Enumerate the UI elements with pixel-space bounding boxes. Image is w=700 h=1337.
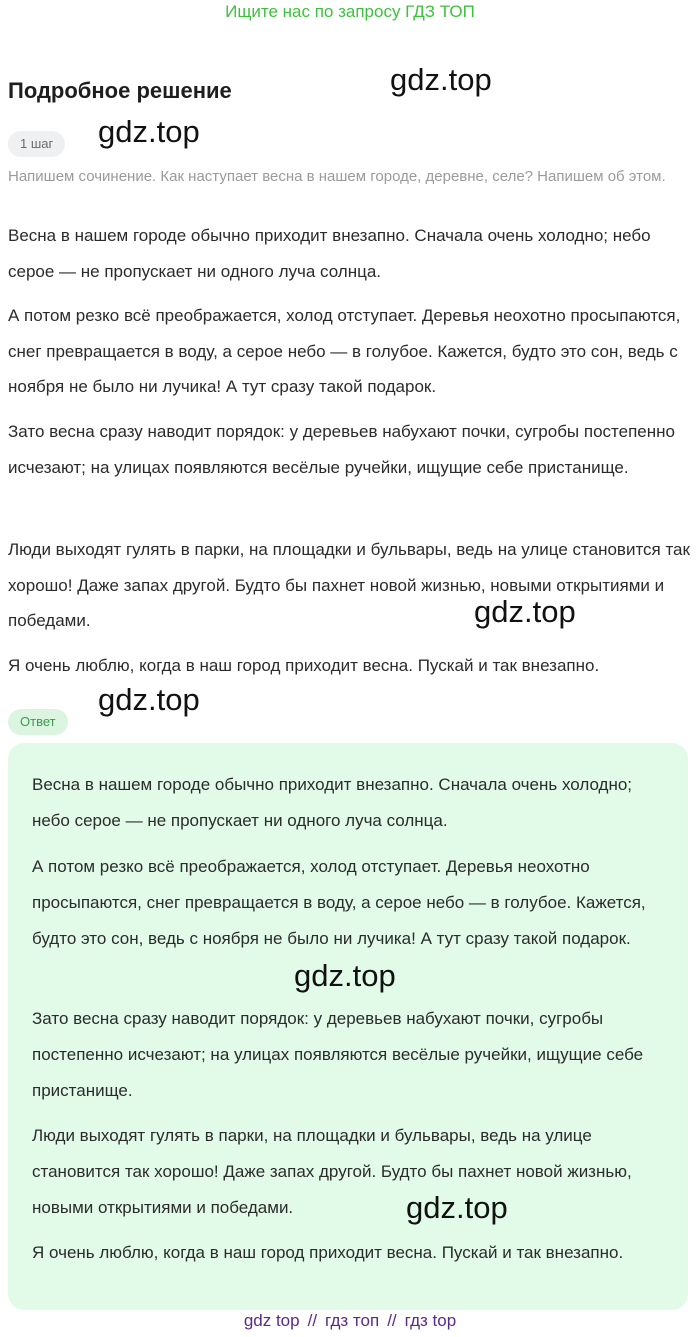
solution-paragraph-2: А потом резко всё преображается, холод отступает. Деревья неохотно просыпаются, снег превращается в воду, а серое небо — в голубое. Кажется, будто это сон, ведь с ноября не было ни лучика! А тут сразу такой подарок. [8, 306, 681, 396]
watermark: gdz.top [98, 114, 200, 149]
footer-separator: // [307, 1311, 318, 1330]
answer-paragraph-5: Я очень люблю, когда в наш город приходит весна. Пускай и так внезапно. [32, 1243, 624, 1262]
answer-paragraph-3: Зато весна сразу наводит порядок: у деревьев набухают почки, сугробы постепенно исчезают; на улицах появляются весёлые ручейки, ищущие себе пристанище. [32, 1009, 644, 1100]
watermark: gdz.top [390, 62, 492, 97]
step-badge: 1 шаг [8, 131, 65, 157]
answer-badge: Ответ [8, 709, 68, 735]
search-hint-banner: Ищите нас по запросу ГДЗ ТОП [225, 2, 475, 21]
watermark: gdz.top [98, 682, 200, 717]
footer-link-gdz-top[interactable]: gdz top [243, 1311, 300, 1330]
solution-paragraph-5: Я очень люблю, когда в наш город приходит весна. Пускай и так внезапно. [8, 656, 600, 675]
section-title: Подробное решение [8, 78, 232, 103]
solution-paragraph-1: Весна в нашем городе обычно приходит внезапно. Сначала очень холодно; небо серое — не пропускает ни одного луча солнца. [8, 226, 651, 281]
footer-links [0, 1311, 700, 1331]
watermark: gdz.top [474, 594, 576, 629]
watermark: gdz.top [294, 958, 396, 993]
answer-paragraph-1: Весна в нашем городе обычно приходит внезапно. Сначала очень холодно; небо серое — не пропускает ни одного луча солнца. [32, 775, 633, 830]
solution-paragraph-4: Люди выходят гулять в парки, на площадки и бульвары, ведь на улице становится так хорошо! Даже запах другой. Будто бы пахнет новой жизнью, новыми открытиями и победами. [8, 540, 690, 630]
answer-paragraph-4: Люди выходят гулять в парки, на площадки и бульвары, ведь на улице становится так хорошо! Даже запах другой. Будто бы пахнет новой жизнью, новыми открытиями и победами. [32, 1126, 632, 1217]
watermark: gdz.top [406, 1190, 508, 1225]
task-text: Напишем сочинение. Как наступает весна в нашем городе, деревне, селе? Напишем об этом. [8, 168, 666, 185]
footer-link-gdz-top-mixed[interactable]: гдз top [404, 1311, 457, 1330]
footer-separator: // [387, 1311, 397, 1330]
solution-paragraph-3: Зато весна сразу наводит порядок: у деревьев набухают почки, сугробы постепенно исчезают; на улицах появляются весёлые ручейки, ищущие себе пристанище. [8, 422, 675, 477]
answer-paragraph-2: А потом резко всё преображается, холод отступает. Деревья неохотно просыпаются, снег превращается в воду, а серое небо — в голубое. Кажется, будто это сон, ведь с ноября не было ни лучика! А тут сразу такой подарок. [32, 857, 646, 948]
footer-link-gdz-top-cyrillic[interactable]: гдз топ [325, 1311, 380, 1330]
